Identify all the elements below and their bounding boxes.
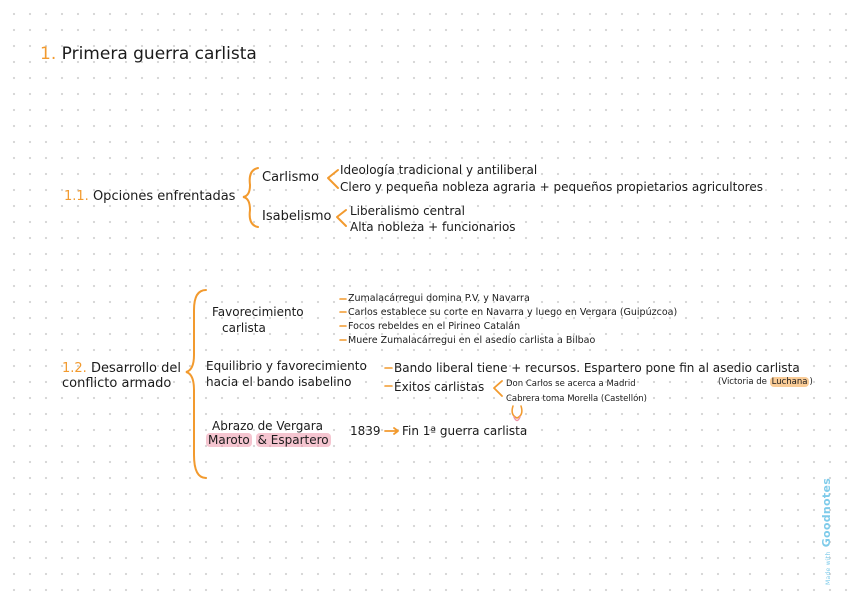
- section-opciones-number: 1.1.: [64, 189, 89, 204]
- chevron-isabelismo: [337, 210, 346, 226]
- chevron-carlismo: [328, 170, 338, 188]
- abrazo-espartero: & Espartero: [257, 433, 329, 447]
- abrazo-label-2: [206, 434, 331, 446]
- section-opciones-label: Opciones enfrentadas: [92, 189, 236, 204]
- abrazo-result: Fin 1ª guerra carlista: [402, 424, 528, 438]
- isabelismo-label: Isabelismo: [262, 209, 332, 224]
- brace-desarrollo: [186, 290, 206, 478]
- carlismo-label: Carlismo: [262, 170, 320, 185]
- favorecimiento-item-2: Carlos establece su corte en Navarra y luego en Vergara (Guipúzcoa): [348, 307, 678, 318]
- exitos-item-1: Don Carlos se acerca a Madrid: [506, 379, 636, 389]
- title-number: 1.: [40, 44, 57, 64]
- favorecimiento-item-3: Focos rebeldes en el Pirineo Catalán: [348, 321, 521, 332]
- title-text: Primera guerra carlista: [61, 44, 257, 64]
- abrazo-label-1: Abrazo de Vergara: [212, 419, 324, 433]
- arrow-1839: [385, 428, 398, 434]
- victoria-note: [718, 378, 813, 387]
- carlismo-item-2: Clero y pequeña nobleza agraria + pequeños propietarios agricultores: [340, 180, 763, 194]
- equilibrio-label-1: Equilibrio y favorecimiento: [206, 359, 367, 373]
- watermark-small: Made with: [825, 551, 832, 585]
- section-opciones-heading: [64, 190, 235, 203]
- victoria-prefix: (Victoria de: [718, 377, 767, 387]
- victoria-place: Luchana: [771, 377, 808, 387]
- victoria-suffix: ): [809, 377, 813, 387]
- carlismo-item-1: Ideología tradicional y antiliberal: [340, 163, 538, 177]
- exitos-item-2: Cabrera toma Morella (Castellón): [506, 394, 647, 404]
- doodle-mark: [512, 406, 522, 418]
- isabelismo-item-2: Alta nobleza + funcionarios: [350, 220, 516, 234]
- abrazo-year: 1839: [350, 424, 381, 438]
- favorecimiento-item-1: Zumalacárregui domina P.V. y Navarra: [348, 293, 530, 304]
- brace-opciones: [243, 168, 258, 227]
- section-desarrollo-label-1: Desarrollo del: [90, 361, 182, 376]
- section-desarrollo-number: 1.2.: [62, 361, 87, 376]
- equilibrio-item-1: Bando liberal tiene + recursos. Espartero pone fin al asedio carlista: [394, 361, 800, 375]
- section-desarrollo-heading: [62, 362, 181, 375]
- section-desarrollo-label-2: conflicto armado: [62, 376, 172, 391]
- abrazo-maroto: Maroto: [208, 433, 250, 447]
- favorecimiento-label-1: Favorecimiento: [212, 305, 304, 319]
- equilibrio-label-2: hacia el bando isabelino: [206, 375, 352, 389]
- favorecimiento-item-4: Muere Zumalacárregui en el asedio carlista a Bilbao: [348, 335, 596, 346]
- favorecimiento-label-2: carlista: [222, 321, 266, 335]
- exitos-label: Éxitos carlistas: [394, 380, 485, 394]
- watermark-brand: Goodnotes: [820, 477, 833, 548]
- page-title: [40, 46, 257, 63]
- isabelismo-item-1: Liberalismo central: [350, 204, 465, 218]
- goodnotes-watermark: [820, 478, 833, 585]
- chevron-exitos: [494, 381, 502, 396]
